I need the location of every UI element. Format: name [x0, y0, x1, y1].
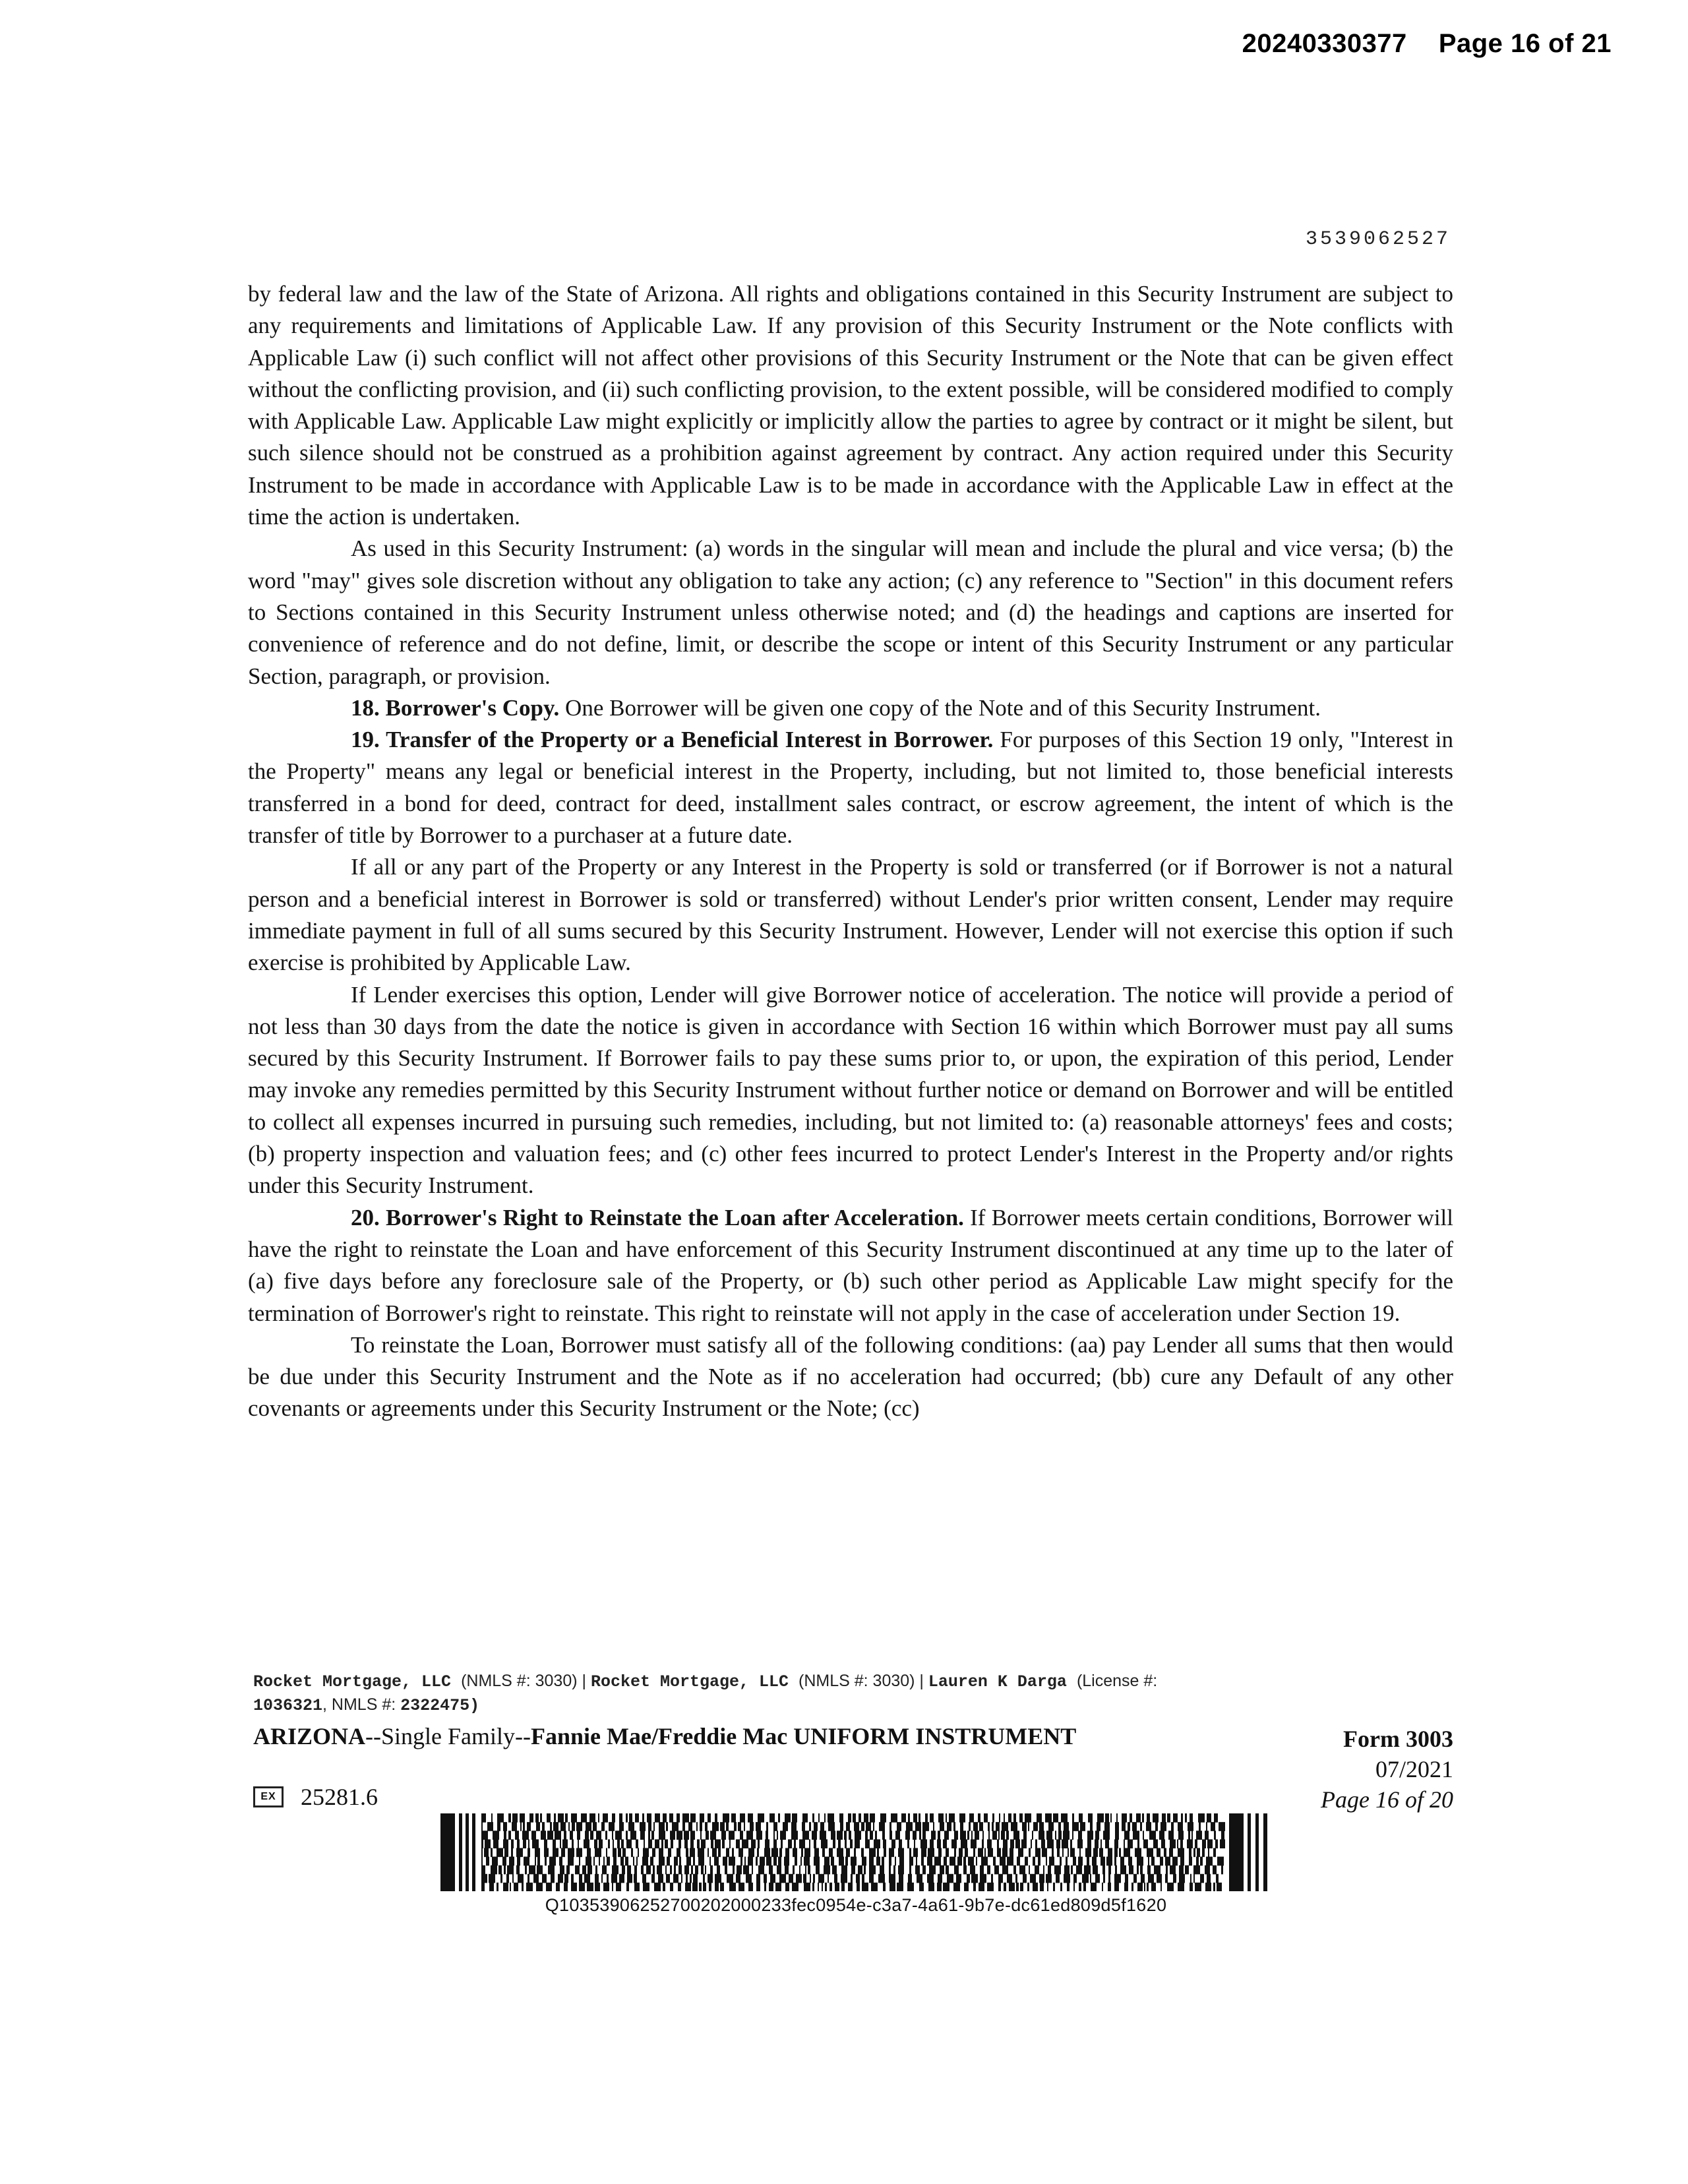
form-type: --Single Family--: [365, 1723, 531, 1749]
form-date: 07/2021: [1375, 1756, 1453, 1782]
section-18-text: One Borrower will be given one copy of the Note and of this Security Instrument.: [559, 694, 1321, 721]
barcode-text: Q10353906252700202000233fec0954e-c3a7-4a61-9b7e-dc61ed809d5f1620: [545, 1895, 1167, 1915]
section-18-heading: 18. Borrower's Copy.: [351, 694, 560, 721]
paragraph-reinstate-conditions: To reinstate the Loan, Borrower must satisfy all of the following conditions: (aa) pay Lender all sums that then would be due under this Security Instrument and the Note as if no acceleration had occurred; (bb) cure any Default of any other covenants or agreements under this Security Instrument or the Note; (cc): [248, 1331, 1453, 1422]
originator-name: Lauren K Darga: [928, 1672, 1067, 1691]
paragraph-applicable-law: by federal law and the law of the State of Arizona. All rights and obligations contained in this Security Instrument are subject to any requirements and limitations of Applicable Law. If any provision of this Security Instrument or the Note conflicts with Applicable Law (i) such conflict will not affect other provisions of this Security Instrument or the Note that can be given effect without the conflicting provision, and (ii) such conflicting provision, to the extent possible, will be considered modified to comply with Applicable Law. Applicable Law might explicitly or implicitly allow the parties to agree by contract or it might be silent, but such silence should not be construed as a prohibition against agreement by contract. Any action required under this Security Instrument to be made in accordance with Applicable Law is to be made in accordance with the Applicable Law in effect at the time the action is undertaken.: [248, 281, 1453, 530]
close-paren: ): [469, 1696, 480, 1715]
separator: |: [577, 1672, 591, 1690]
recording-header: [1242, 29, 1612, 59]
section-18: [248, 692, 1453, 724]
form-info: [1321, 1724, 1453, 1815]
lender-1-nmls: (NMLS #: 3030): [461, 1672, 578, 1690]
separator: |: [915, 1672, 928, 1690]
form-footer: [253, 1670, 1453, 1813]
barcode-block: [440, 1813, 1271, 1916]
barcode-icon: [440, 1813, 1271, 1891]
form-number: Form 3003: [1343, 1726, 1453, 1752]
nmls-label: , NMLS #:: [322, 1695, 401, 1714]
paragraph-transfer: If all or any part of the Property or any Interest in the Property is sold or transferred (or if Borrower is not a natural person and a beneficial interest in Borrower is sold or transferred) without Lender's prior written consent, Lender may require immediate payment in full of all sums secured by this Security Instrument. However, Lender will not exercise this option if such exercise is prohibited by Applicable Law.: [248, 854, 1453, 976]
form-agency: Fannie Mae/Freddie Mac UNIFORM INSTRUMENT: [530, 1723, 1077, 1749]
ex-icon: EX: [253, 1786, 284, 1807]
form-title: [253, 1722, 1076, 1750]
license-number: 1036321: [253, 1696, 323, 1715]
lender-info: [253, 1670, 1453, 1717]
section-20-text: If Borrower meets certain conditions, Borrower will have the right to reinstate the Loan and have enforcement of this Security Instrument discontinued at any time up to the later of (a) five days before any foreclosure sale of the Property, or (b) such other period as Applicable Law might specify for the termination of Borrower's right to reinstate. This right to reinstate will not apply in the case of acceleration under Section 19.: [248, 1204, 1453, 1326]
section-19-heading: 19. Transfer of the Property or a Beneficial Interest in Borrower.: [351, 727, 994, 753]
lender-2-name: Rocket Mortgage, LLC: [590, 1672, 789, 1691]
recording-number: 20240330377: [1242, 29, 1407, 58]
form-page: Page 16 of 20: [1321, 1786, 1453, 1813]
section-19-text: For purposes of this Section 19 only, "Interest in the Property" means any legal or beneficial interest in the Property, including, but not limited to, those beneficial interests transferred in a bond for deed, contract for deed, installment sales contract, or escrow agreement, the intent of which is the transfer of title by Borrower to a purchaser at a future date.: [248, 727, 1453, 849]
lender-1-name: Rocket Mortgage, LLC: [253, 1672, 452, 1691]
section-20: [248, 1202, 1453, 1329]
paragraph-acceleration-notice: If Lender exercises this option, Lender will give Borrower notice of acceleration. The notice will provide a period of not less than 30 days from the date the notice is given in accordance with Section 16 within which Borrower must pay all sums secured by this Security Instrument. If Borrower fails to pay these sums prior to, or upon, the expiration of this period, Lender may invoke any remedies permitted by this Security Instrument without further notice or demand on Borrower and will be entitled to collect all expenses incurred in pursuing such remedies, including, but not limited to: (a) reasonable attorneys' fees and costs; (b) property inspection and valuation fees; and (c) other fees incurred to protect Lender's Interest in the Property and/or rights under this Security Instrument.: [248, 981, 1453, 1199]
document-code-number: 25281.6: [301, 1784, 378, 1810]
license-label: (License #:: [1076, 1672, 1158, 1690]
section-20-heading: 20. Borrower's Right to Reinstate the Loan after Acceleration.: [351, 1204, 964, 1230]
form-title-row: [253, 1722, 1453, 1750]
form-state: ARIZONA: [253, 1723, 366, 1749]
paragraph-definitions: As used in this Security Instrument: (a) words in the singular will mean and include the plural and vice versa; (b) the word "may" gives sole discretion without any obligation to take any action; (c) any reference to "Section" in this document refers to Sections contained in this Security Instrument unless otherwise noted; and (d) the headings and captions are inserted for convenience of reference and do not define, limit, or describe the scope or intent of this Security Instrument or any particular Section, paragraph, or provision.: [248, 535, 1453, 689]
recording-page-label: Page 16 of 21: [1438, 29, 1612, 58]
loan-number: 3539062527: [1305, 228, 1451, 251]
section-19: [248, 724, 1453, 851]
lender-2-nmls: (NMLS #: 3030): [799, 1672, 915, 1690]
document-body: [248, 278, 1453, 1425]
nmls-number: 2322475: [400, 1696, 470, 1715]
document-code: [253, 1783, 378, 1811]
